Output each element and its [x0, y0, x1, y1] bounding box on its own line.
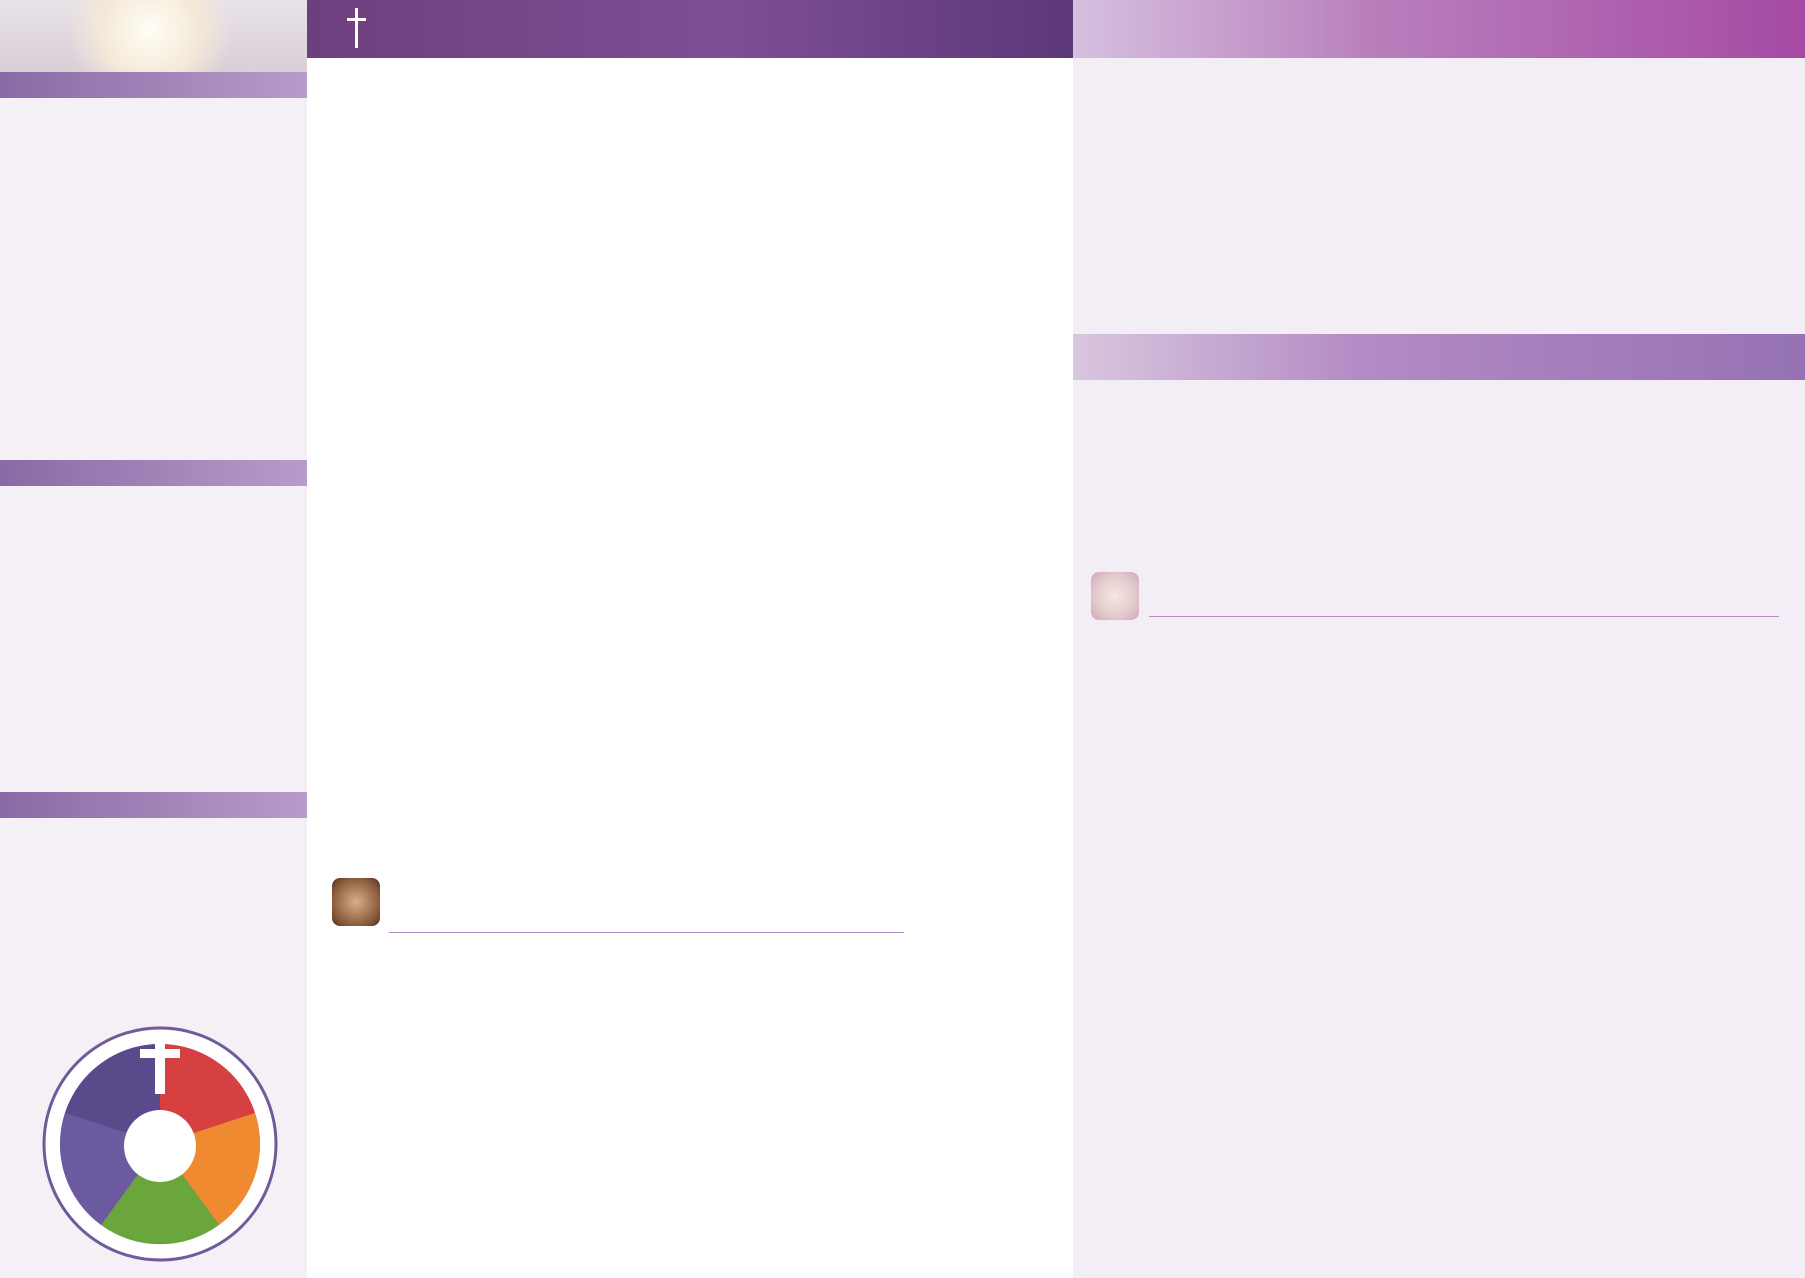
cross-icon — [155, 1034, 165, 1094]
sunday-evening-header — [1073, 0, 1805, 58]
sunday-morning-column — [307, 0, 1073, 1278]
cross-icon — [355, 8, 358, 48]
candle-image — [0, 0, 307, 72]
vision-process-wheel — [40, 1024, 280, 1264]
praying-hands-icon — [332, 878, 380, 926]
vision-title — [0, 72, 307, 98]
sunday-morning-header — [307, 0, 1073, 58]
left-column — [0, 0, 307, 1278]
sunday-evening-column — [1073, 0, 1805, 1278]
wednesday-header — [1073, 334, 1805, 380]
news-icon — [1091, 572, 1139, 620]
staff-title — [0, 792, 307, 818]
mission-title — [0, 460, 307, 486]
